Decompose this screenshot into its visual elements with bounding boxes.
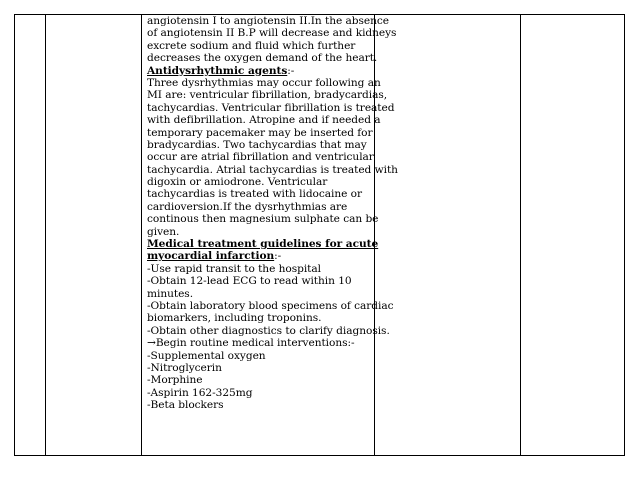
table-cell-empty-5 [521,15,625,456]
text-line: -Use rapid transit to the hospital [147,262,321,275]
text-line: given. [147,225,180,238]
table-row [15,15,625,456]
text-line: with defibrillation. Atropine and if needed a [147,114,381,127]
lesson-plan-table [14,14,625,456]
text-line: tachycardias is treated with lidocaine or [147,188,363,201]
text-line: -Obtain laboratory blood specimens of cardiac [147,299,394,312]
text-line: continous then magnesium sulphate can be [147,213,379,226]
text-line: decreases the oxygen demand of the heart. [147,52,378,65]
section-heading-line [147,65,372,77]
section-heading: Medical treatment guidelines for acute [147,238,379,251]
content-text-block [147,15,398,412]
text-line: -Aspirin 162-325mg [147,386,253,399]
text-line: Three dysrhythmias may occur following an [147,76,381,89]
table-cell-content [142,15,398,456]
text-line: MI are: ventricular fibrillation, bradycardias, [147,89,388,102]
text-line: minutes. [147,287,194,300]
text-line: of angiotensin II B.P will decrease and kidneys [147,27,397,40]
text-line: -Nitroglycerin [147,361,222,374]
text-line: excrete sodium and fluid which further [147,39,356,52]
table-cell-empty-2 [46,15,142,456]
text-line: biomarkers, including troponins. [147,312,322,325]
text-line: -Morphine [147,374,203,387]
text-line: occur are atrial fibrillation and ventricular [147,151,374,164]
text-line: tachycardias. Ventricular fibrillation is treated [147,101,395,114]
text-line: -Supplemental oxygen [147,349,266,362]
text-line: digoxin or amiodrone. Ventricular [147,176,328,189]
text-line: angiotensin I to angiotensin II.In the absence [147,15,390,27]
section-heading: Antidysrhythmic agents [147,64,288,77]
text-line: -Beta blockers [147,399,224,412]
section-heading-line [147,238,379,251]
text-line: cardioversion.If the dysrhythmias are [147,200,348,213]
heading-suffix: :- [287,64,295,77]
text-line: -Obtain 12-lead ECG to read within 10 [147,275,352,288]
text-line: tachycardia. Atrial tachycardias is treated with [147,163,398,176]
table-cell-empty-1 [15,15,46,456]
heading-suffix: :- [274,250,282,263]
section-heading-line [147,250,372,262]
text-line: bradycardias. Two tachycardias that may [147,138,367,151]
table-cell-empty-4 [375,15,521,456]
section-heading: myocardial infarction [147,250,275,263]
text-line: →Begin routine medical interventions:- [147,337,355,350]
text-line: temporary pacemaker may be inserted for [147,126,373,139]
text-line: -Obtain other diagnostics to clarify diagnosis. [147,324,390,337]
